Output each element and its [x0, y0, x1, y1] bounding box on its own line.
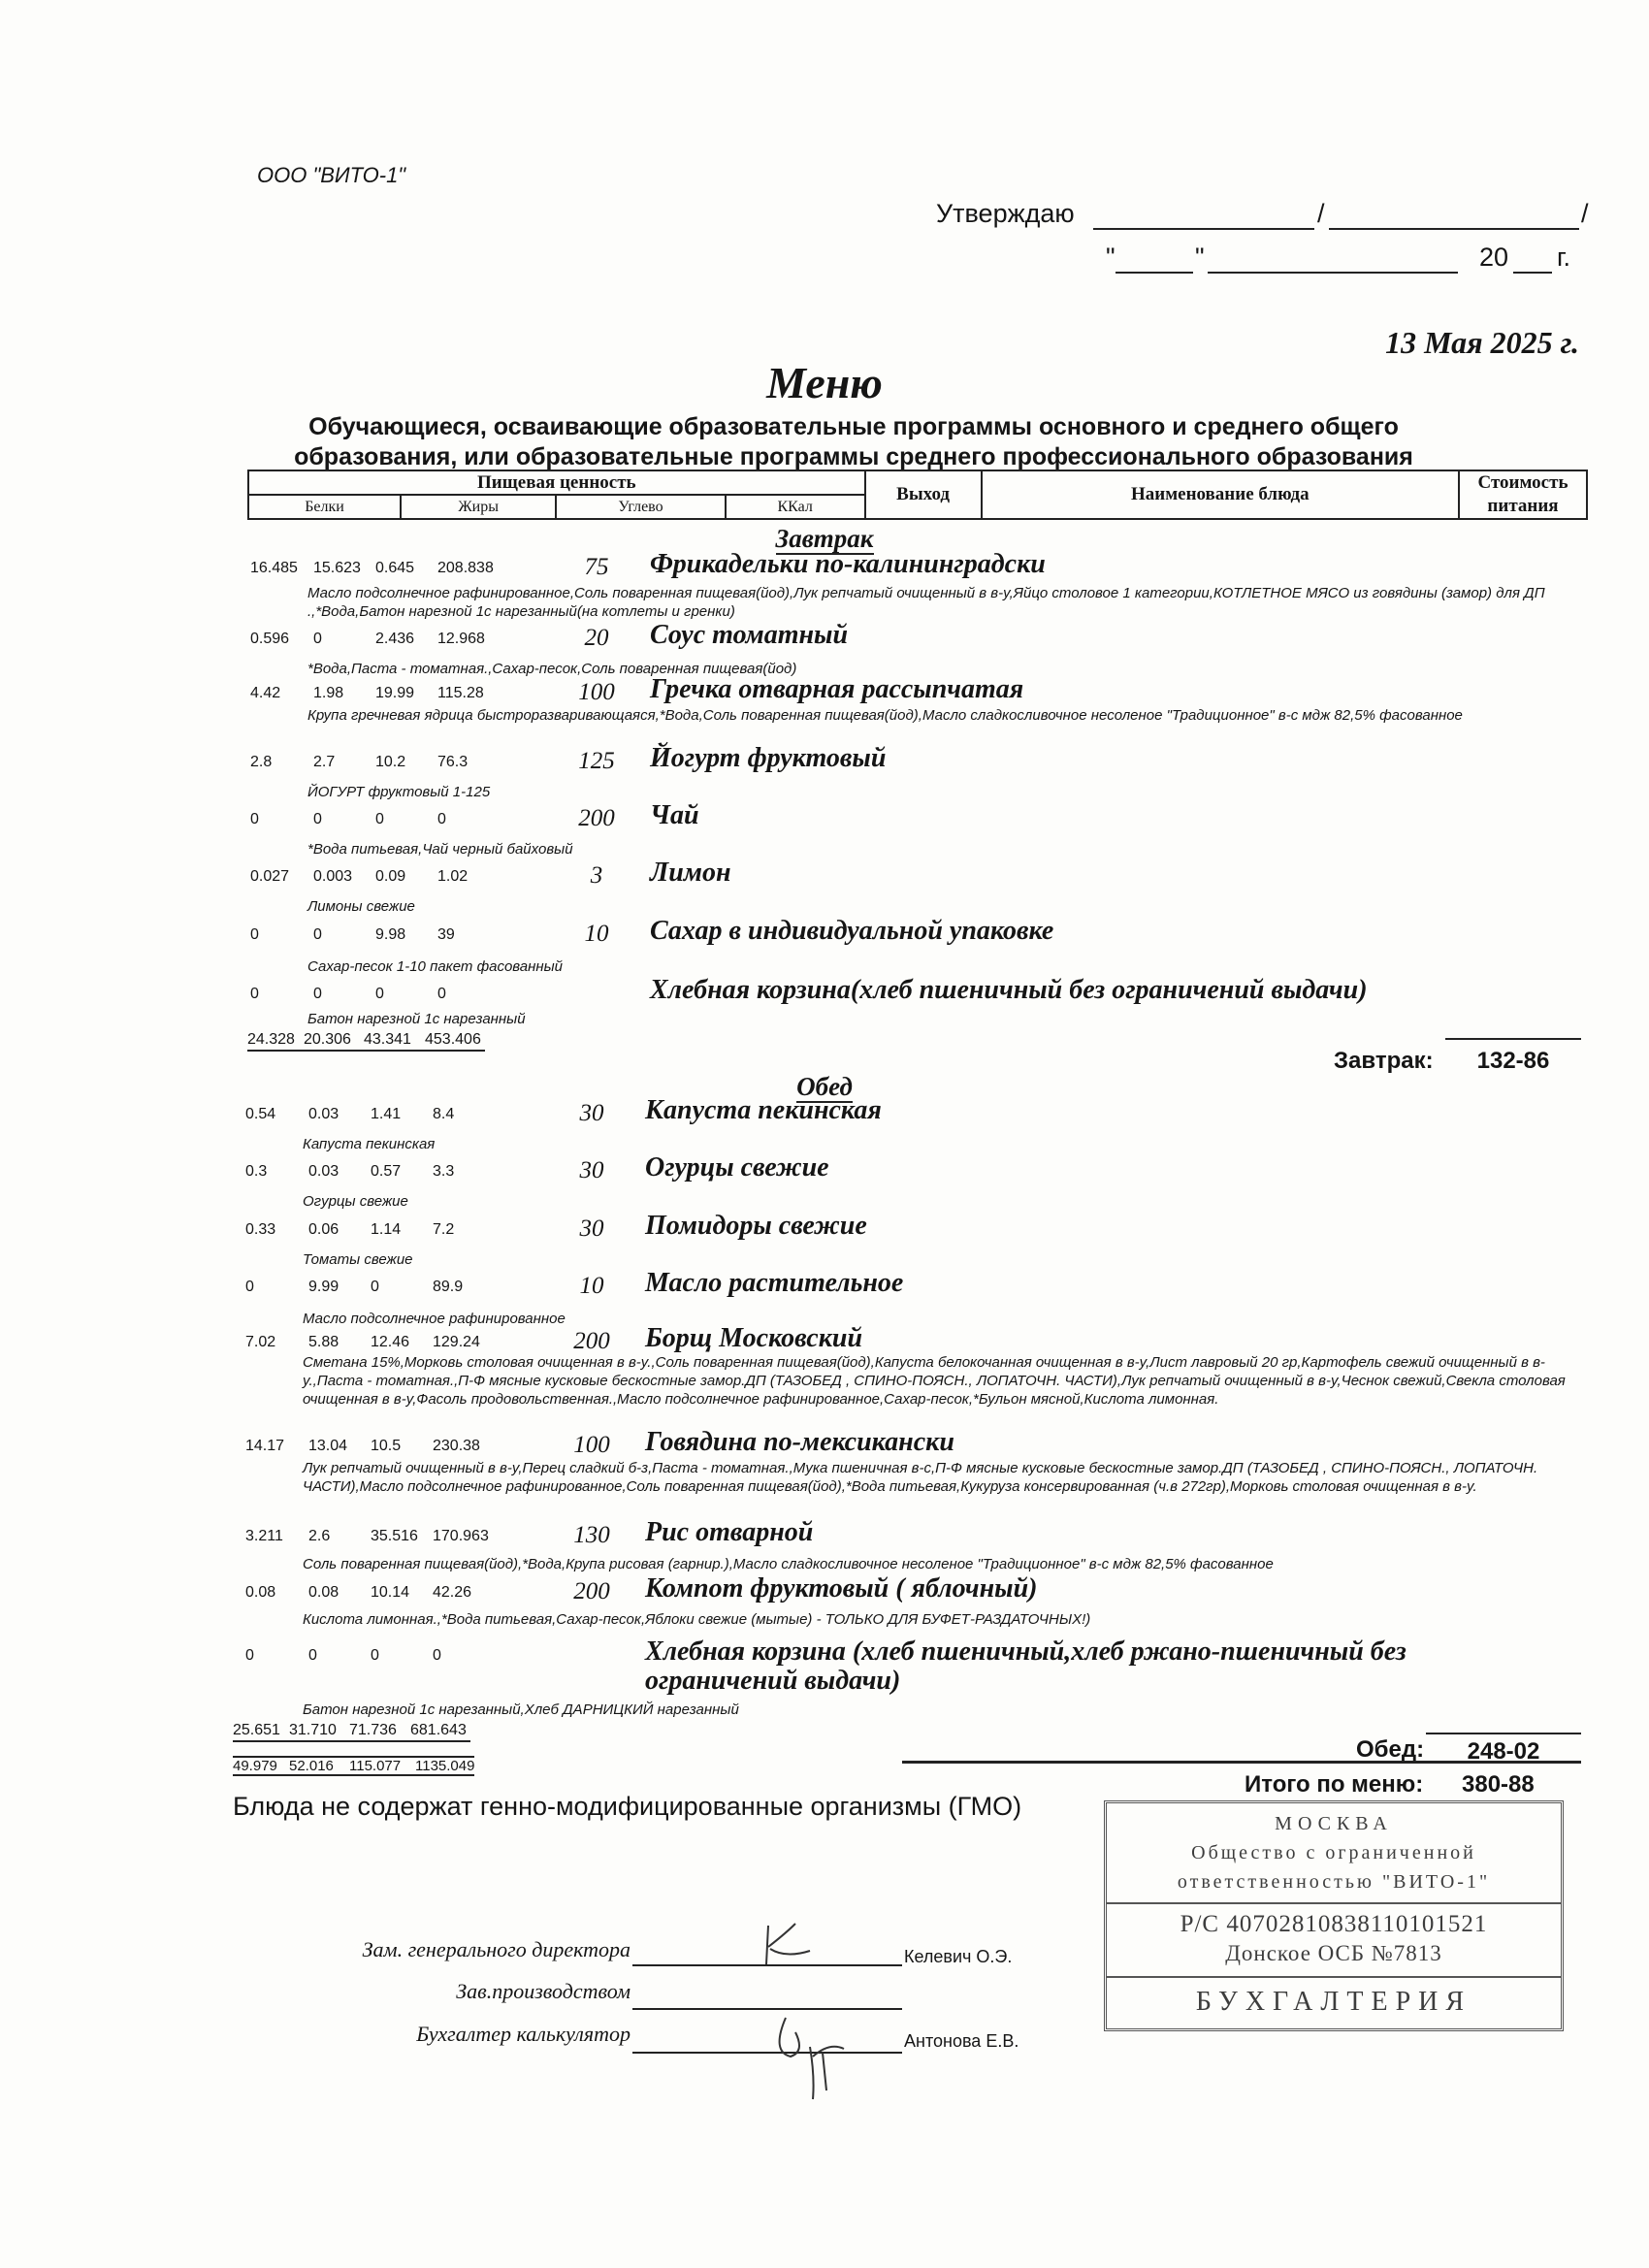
stamp-city: МОСКВА — [1275, 1813, 1393, 1834]
stamp-bank: Донское ОСБ №7813 — [1107, 1939, 1561, 1978]
value-kcal: 42.26 — [433, 1584, 472, 1601]
signature-accountant-handwriting — [766, 1998, 854, 2105]
approve-label: Утверждаю — [936, 199, 1075, 228]
ingredients: *Вода питьевая,Чай черный байховый — [307, 841, 573, 858]
value-carbs: 0.645 — [375, 560, 415, 576]
output-weight: 30 — [579, 1215, 604, 1242]
value-fat: 13.04 — [308, 1438, 348, 1454]
date-month-line — [1208, 272, 1458, 274]
value-protein: 7.02 — [245, 1334, 276, 1350]
value-carbs: 0 — [371, 1647, 379, 1664]
date-year: 20 — [1479, 243, 1509, 272]
value-carbs: 0.09 — [375, 868, 406, 885]
breakfast-sum-label: Завтрак: — [1334, 1048, 1434, 1074]
value-protein: 0 — [250, 986, 259, 1002]
dish-name: Йогурт фруктовый — [650, 743, 887, 773]
date-g: г. — [1557, 243, 1571, 272]
menu-table-header — [247, 470, 1588, 520]
value-protein: 2.8 — [250, 754, 273, 770]
dish-name: Рис отварной — [645, 1517, 814, 1547]
lunch-sum-value: 248-02 — [1426, 1733, 1581, 1766]
dish-name: Лимон — [650, 858, 731, 888]
page-subtitle: Обучающиеся, осваивающие образовательные программы основного и среднего общего образования, или образовательные программы среднего профессионального образования — [294, 413, 1413, 470]
output-weight: 75 — [584, 554, 609, 580]
dish-name: Капуста пекинская — [645, 1095, 882, 1125]
stamp-org-line1: Общество с ограниченной — [1191, 1842, 1476, 1863]
lunch-total-protein: 25.651 — [233, 1722, 280, 1738]
dish-name: Говядина по-мексикански — [645, 1427, 954, 1457]
ingredients: Сахар-песок 1-10 пакет фасованный — [307, 958, 564, 975]
dish-name: Борщ Московский — [645, 1323, 863, 1353]
signature-deputy-handwriting — [757, 1916, 824, 1974]
value-carbs: 19.99 — [375, 685, 415, 701]
ingredients: Сметана 15%,Морковь столовая очищенная в в-у.,Соль поваренная пищевая(йод),Капуста белокочанная очищенная в в-у,Лист лавровый 20 гр,Картофель свежий очищенный в в-у.,Паста - томатная.,П-Ф мясные кусковые бескостные замор.ДП (ТАЗОБЕД , СПИНО-ПОЯСН., ЛОПАТОЧН. ЧАСТИ),Лук репчатый очищенный в в-у,Чеснок свежий,Свекла столовая очищенная в в-у,Фасоль продовольственная.,Масло подсолнечное рафинированное,Сахар-песок,*Бульон мясной,Кислота лимонная. — [303, 1354, 1566, 1408]
grand-total-carbs: 115.077 — [349, 1758, 402, 1774]
value-fat: 0 — [313, 631, 322, 647]
dish-name: Соус томатный — [650, 620, 849, 650]
value-protein: 0.027 — [250, 868, 290, 885]
ingredients: Капуста пекинская — [303, 1136, 436, 1152]
date-year-line — [1513, 272, 1552, 274]
value-kcal: 8.4 — [433, 1106, 455, 1122]
value-kcal: 89.9 — [433, 1279, 464, 1295]
page-title: Меню — [766, 358, 883, 407]
value-protein: 0.08 — [245, 1584, 276, 1601]
value-kcal: 7.2 — [433, 1221, 455, 1238]
section-title-lunch: Обед — [796, 1072, 853, 1101]
accounting-stamp — [1104, 1800, 1564, 2031]
output-weight: 200 — [578, 805, 615, 831]
ingredients: *Вода,Паста - томатная.,Сахар-песок,Соль поваренная пищевая(йод) — [307, 661, 797, 677]
breakfast-totals — [247, 1031, 485, 1052]
value-protein: 4.42 — [250, 685, 281, 701]
grand-total-kcal: 1135.049 — [415, 1758, 475, 1774]
value-fat: 0.03 — [308, 1163, 340, 1180]
date-quote-open: " — [1106, 243, 1116, 272]
dish-name: Фрикадельки по-калининградски — [650, 549, 1046, 579]
stamp-account: Р/С 40702810838110101521 — [1180, 1911, 1488, 1937]
fat-header: Жиры — [401, 495, 556, 519]
value-protein: 3.211 — [245, 1528, 283, 1544]
ingredients: Лук репчатый очищенный в в-у,Перец сладкий б-з,Паста - томатная.,Мука пшеничная в-с,П-Ф мясные кусковые бескостные замор.ДП (ТАЗОБЕД , СПИНО-ПОЯСН., ЛОПАТОЧН. ЧАСТИ),Масло подсолнечное рафинированное,Соль поваренная пищевая(йод),*Вода питьевая,Кукуруза консервированная (ч.в 272гр),Морковь столовая очищенная в в-у. — [303, 1460, 1538, 1495]
value-fat: 0.06 — [308, 1221, 340, 1238]
value-fat: 0.08 — [308, 1584, 340, 1601]
value-carbs: 2.436 — [375, 631, 415, 647]
breakfast-sum-value: 132-86 — [1445, 1038, 1581, 1075]
value-protein: 0 — [250, 926, 259, 943]
value-kcal: 0 — [433, 1647, 441, 1664]
output-weight: 100 — [578, 679, 615, 705]
value-carbs: 0 — [371, 1279, 379, 1295]
value-fat: 0 — [313, 986, 322, 1002]
output-weight: 200 — [573, 1578, 610, 1604]
signature-accountant-label: Бухгалтер калькулятор — [416, 2022, 630, 2046]
breakfast-total-carbs: 43.341 — [364, 1031, 411, 1048]
approve-line-1 — [1093, 228, 1314, 230]
company-name: ООО "ВИТО-1" — [257, 163, 406, 187]
value-carbs: 0.57 — [371, 1163, 402, 1180]
ingredients: Масло подсолнечное рафинированное — [303, 1311, 566, 1327]
signature-accountant-name: Антонова Е.В. — [904, 2031, 1019, 2051]
grand-total-label: Итого по меню: — [1245, 1771, 1424, 1798]
lunch-total-fat: 31.710 — [289, 1722, 337, 1738]
value-carbs: 1.14 — [371, 1221, 402, 1238]
stamp-org-line2: ответственностью "ВИТО-1" — [1107, 1867, 1561, 1904]
value-protein: 0 — [245, 1279, 254, 1295]
lunch-total-carbs: 71.736 — [349, 1722, 397, 1738]
output-weight: 200 — [573, 1328, 610, 1354]
ingredients: Соль поваренная пищевая(йод),*Вода,Крупа рисовая (гарнир.),Масло сладкосливочное несоленое "Традиционное" в-с мдж 82,5% фасованное — [303, 1556, 1274, 1572]
dish-name: Компот фруктовый ( яблочный) — [645, 1573, 1038, 1604]
nutrition-header: Пищевая ценность — [248, 470, 865, 495]
breakfast-total-protein: 24.328 — [247, 1031, 295, 1048]
value-carbs: 10.14 — [371, 1584, 410, 1601]
value-fat: 0 — [313, 926, 322, 943]
gmo-notice: Блюда не содержат генно-модифицированные организмы (ГМО) — [233, 1792, 1022, 1821]
value-fat: 2.7 — [313, 754, 336, 770]
section-title-breakfast: Завтрак — [775, 524, 874, 553]
lunch-totals — [233, 1722, 470, 1742]
value-carbs: 12.46 — [371, 1334, 410, 1350]
breakfast-total-kcal: 453.406 — [425, 1031, 481, 1048]
value-carbs: 10.2 — [375, 754, 406, 770]
ingredients: Масло подсолнечное рафинированное,Соль поваренная пищевая(йод),Лук репчатый очищенный в в-у,Яйцо столовое 1 категории,КОТЛЕТНОЕ МЯСО из говядины (замор) для ДП .,*Вода,Батон нарезной 1с нарезанный(на котлеты и гренки) — [307, 585, 1545, 620]
signature-production-label: Зав.производством — [456, 1979, 630, 2003]
breakfast-total-fat: 20.306 — [304, 1031, 351, 1048]
ingredients: Томаты свежие — [303, 1251, 413, 1268]
value-fat: 0 — [308, 1647, 317, 1664]
grand-total-fat: 52.016 — [289, 1758, 334, 1774]
value-kcal: 230.38 — [433, 1438, 480, 1454]
value-fat: 2.6 — [308, 1528, 331, 1544]
ingredients: Кислота лимонная.,*Вода питьевая,Сахар-песок,Яблоки свежие (мытые) - ТОЛЬКО ДЛЯ БУФЕТ-РАЗДАТОЧНЫХ!) — [303, 1611, 1091, 1628]
value-fat: 5.88 — [308, 1334, 340, 1350]
dish-name: Чай — [650, 800, 699, 830]
value-kcal: 76.3 — [437, 754, 469, 770]
value-protein: 16.485 — [250, 560, 298, 576]
dish-name: Сахар в индивидуальной упаковке — [650, 916, 1054, 946]
grand-total-value: 380-88 — [1462, 1771, 1535, 1798]
value-carbs: 1.41 — [371, 1106, 402, 1122]
dish-name: Огурцы свежие — [645, 1152, 829, 1183]
dish-name: Гречка отварная рассыпчатая — [650, 674, 1024, 704]
value-kcal: 1.02 — [437, 868, 469, 885]
output-weight: 30 — [579, 1100, 604, 1126]
approve-slash-2: / — [1581, 199, 1589, 228]
dish-name: Масло растительное — [645, 1268, 904, 1298]
protein-header: Белки — [248, 495, 401, 519]
ingredients: Крупа гречневая ядрица быстроразваривающаяся,*Вода,Соль поваренная пищевая(йод),Масло сладкосливочное несоленое "Традиционное" в-с мдж 82,5% фасованное — [307, 707, 1463, 724]
value-fat: 15.623 — [313, 560, 361, 576]
approve-line-2 — [1329, 228, 1579, 230]
value-protein: 0.596 — [250, 631, 290, 647]
value-kcal: 39 — [437, 926, 455, 943]
value-fat: 1.98 — [313, 685, 344, 701]
dish-name: Хлебная корзина(хлеб пшеничный без ограничений выдачи) — [650, 975, 1368, 1005]
value-fat: 0.003 — [313, 868, 353, 885]
dish-name: Помидоры свежие — [645, 1211, 867, 1241]
value-protein: 0.33 — [245, 1221, 276, 1238]
value-protein: 0.54 — [245, 1106, 276, 1122]
output-weight: 3 — [590, 862, 603, 889]
kcal-header: ККал — [726, 495, 865, 519]
carbs-header: Углево — [556, 495, 725, 519]
approval-block — [936, 199, 1589, 229]
value-protein: 14.17 — [245, 1438, 285, 1454]
date-quote-close: " — [1195, 243, 1205, 272]
value-carbs: 9.98 — [375, 926, 406, 943]
cost-header: Стоимость питания — [1459, 470, 1587, 519]
value-kcal: 115.28 — [437, 685, 484, 701]
ingredients: ЙОГУРТ фруктовый 1-125 — [307, 784, 491, 800]
value-kcal: 12.968 — [437, 631, 485, 647]
value-protein: 0.3 — [245, 1163, 268, 1180]
output-weight: 10 — [579, 1273, 604, 1299]
value-kcal: 208.838 — [437, 560, 494, 576]
grand-total-protein: 49.979 — [233, 1758, 277, 1774]
value-kcal: 0 — [437, 986, 446, 1002]
menu-date: 13 Мая 2025 г. — [1385, 325, 1579, 360]
value-kcal: 170.963 — [433, 1528, 489, 1544]
approve-slash-1: / — [1317, 199, 1325, 228]
ingredients: Огурцы свежие — [303, 1193, 408, 1210]
value-kcal: 129.24 — [433, 1334, 480, 1350]
output-weight: 130 — [573, 1522, 610, 1548]
value-fat: 9.99 — [308, 1279, 340, 1295]
dish-name: Хлебная корзина (хлеб пшеничный,хлеб ржано-пшеничный без ограничений выдачи) — [645, 1636, 1406, 1696]
value-fat: 0 — [313, 811, 322, 827]
value-carbs: 0 — [375, 811, 384, 827]
ingredients: Батон нарезной 1с нарезанный,Хлеб ДАРНИЦКИЙ нарезанный — [303, 1701, 739, 1718]
value-kcal: 3.3 — [433, 1163, 455, 1180]
grand-divider — [902, 1761, 1581, 1764]
output-weight: 100 — [573, 1432, 610, 1458]
stamp-department: БУХГАЛТЕРИЯ — [1195, 1987, 1472, 2017]
value-carbs: 35.516 — [371, 1528, 418, 1544]
date-day-line — [1116, 272, 1193, 274]
signature-deputy-name: Келевич О.Э. — [904, 1947, 1013, 1966]
lunch-total-kcal: 681.643 — [410, 1722, 467, 1738]
output-weight: 125 — [578, 748, 615, 774]
value-carbs: 0 — [375, 986, 384, 1002]
value-kcal: 0 — [437, 811, 446, 827]
value-protein: 0 — [250, 811, 259, 827]
output-weight: 20 — [584, 625, 609, 651]
dish-name-header: Наименование блюда — [982, 470, 1459, 519]
ingredients: Лимоны свежие — [307, 898, 415, 915]
signature-deputy-label: Зам. генерального директора — [362, 1937, 630, 1961]
lunch-sum-label: Обед: — [1356, 1736, 1425, 1763]
ingredients: Батон нарезной 1с нарезанный — [307, 1011, 526, 1027]
grand-totals — [233, 1756, 474, 1776]
output-weight: 30 — [579, 1157, 604, 1183]
value-protein: 0 — [245, 1647, 254, 1664]
output-header: Выход — [865, 470, 982, 519]
approval-date-line — [1106, 243, 1571, 273]
value-carbs: 10.5 — [371, 1438, 402, 1454]
output-weight: 10 — [584, 921, 609, 947]
value-fat: 0.03 — [308, 1106, 340, 1122]
